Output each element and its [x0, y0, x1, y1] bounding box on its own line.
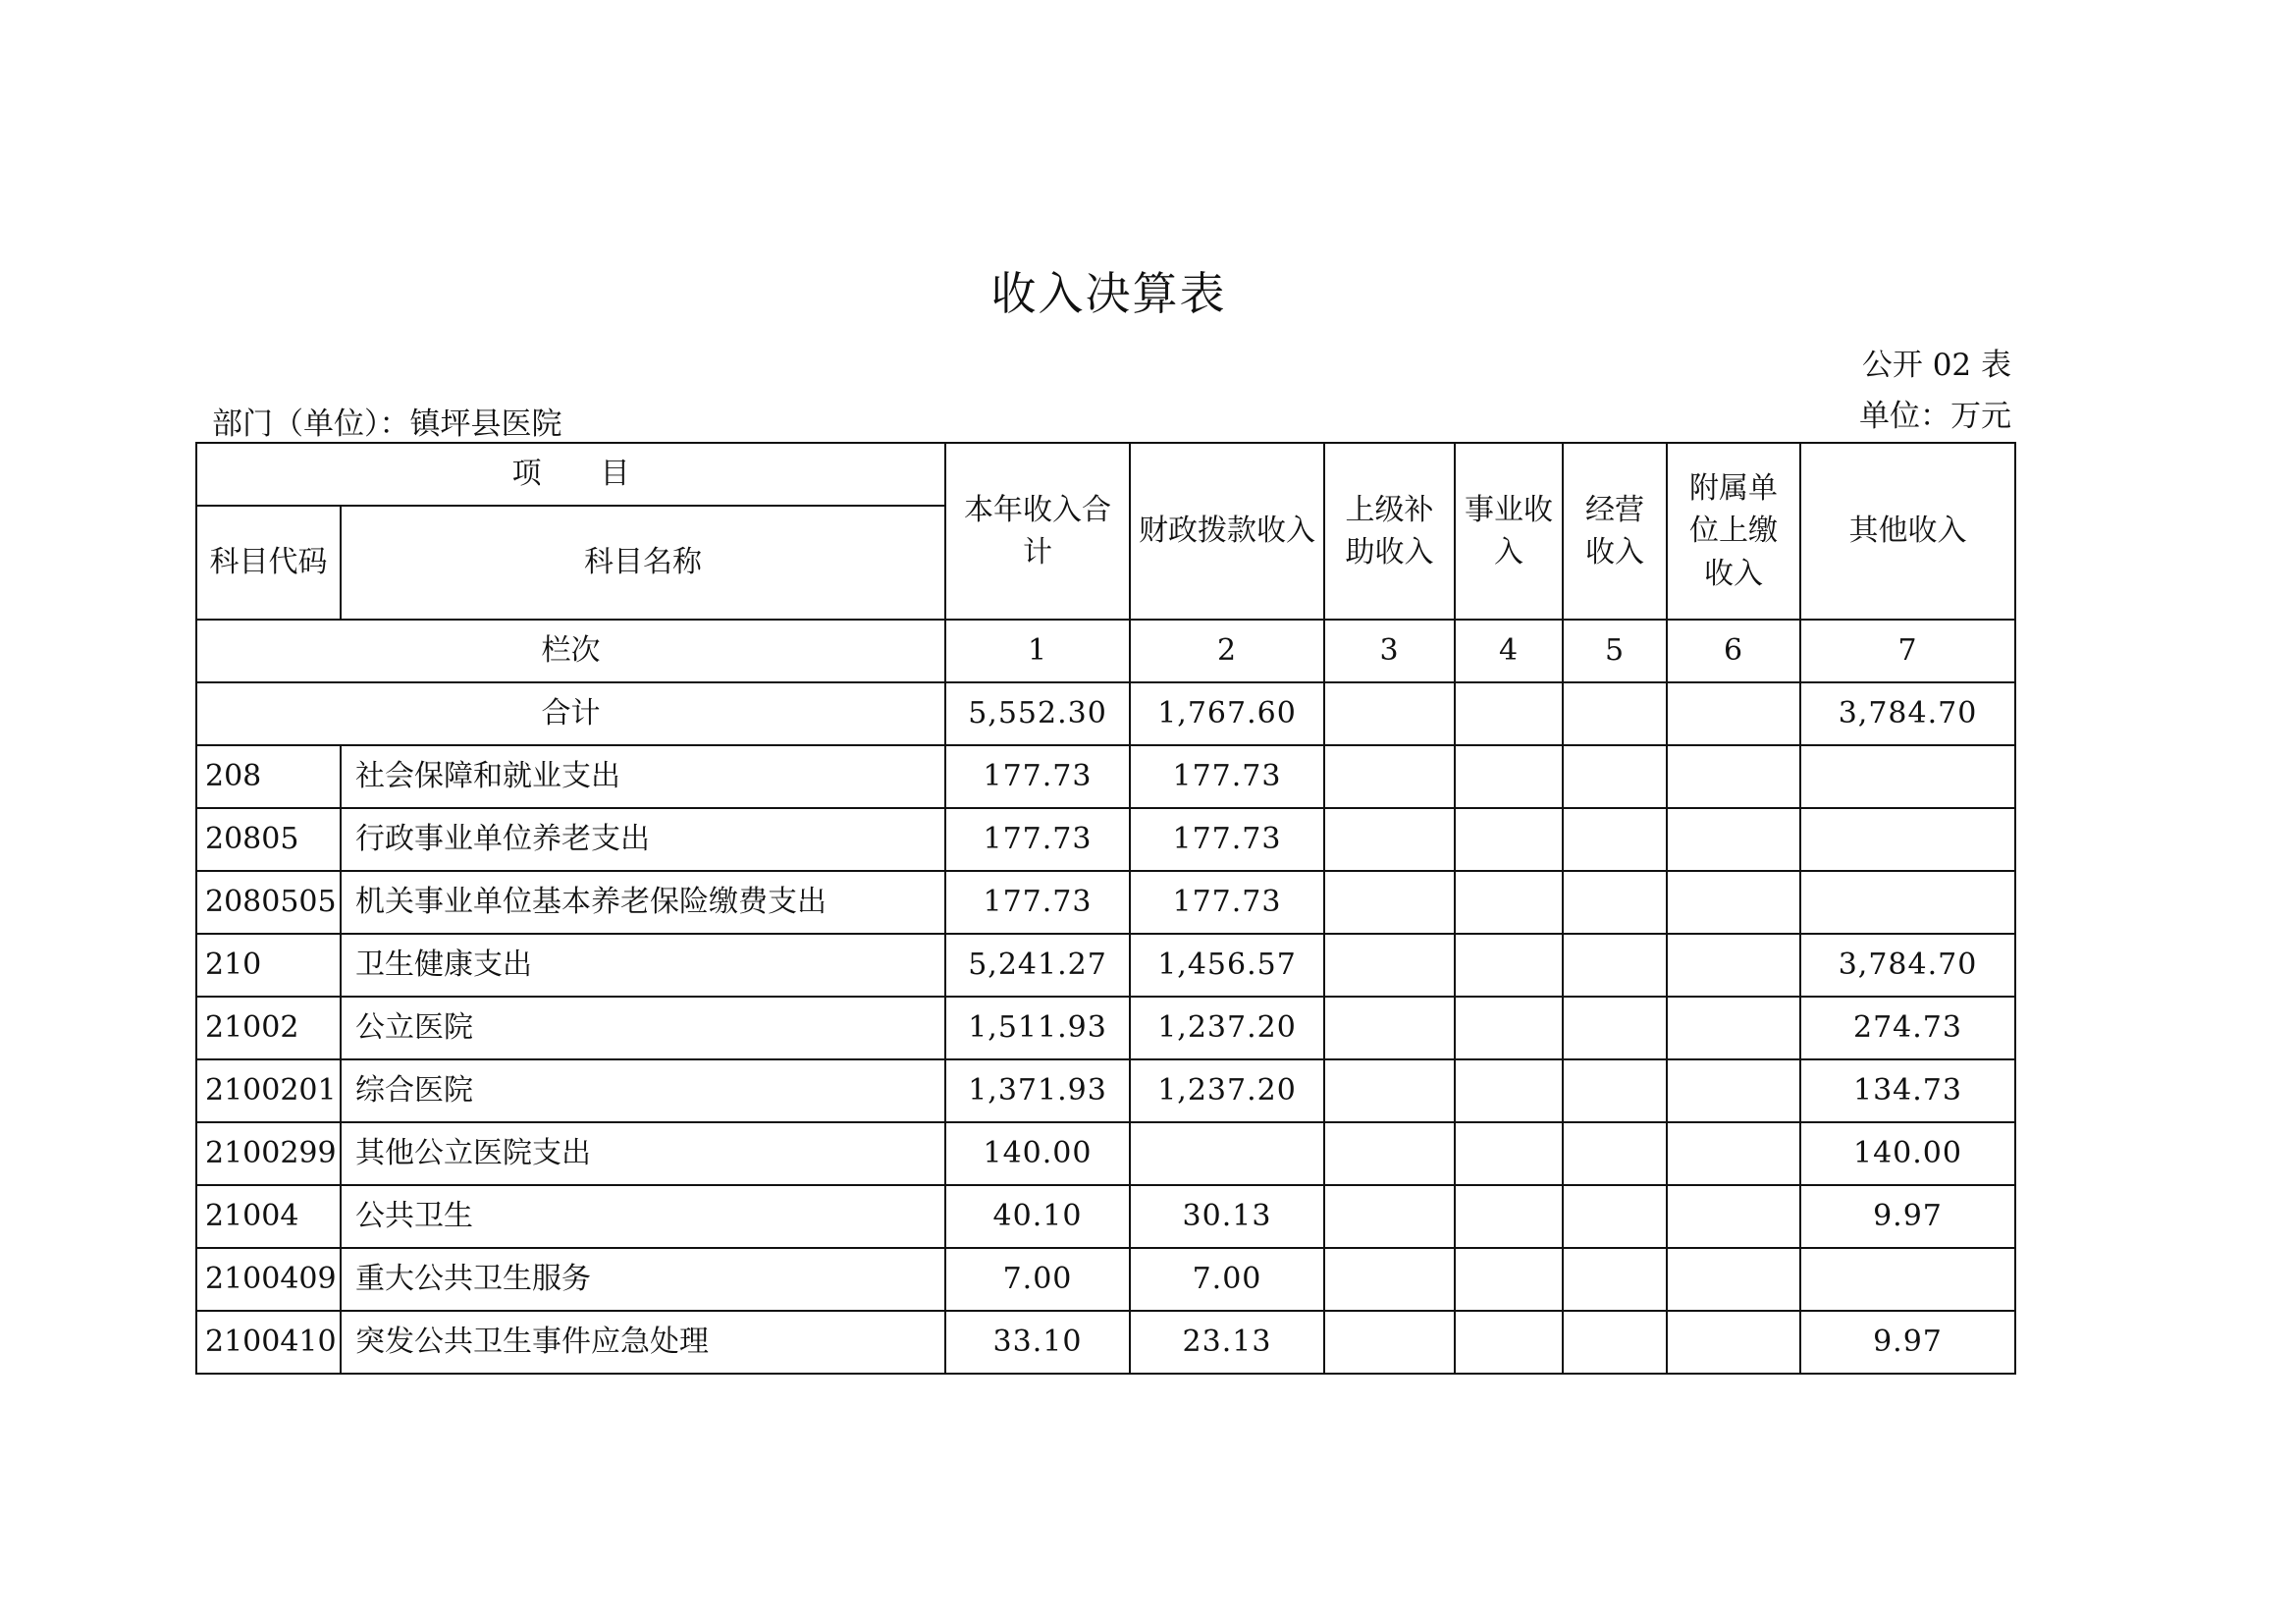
total-label: 合计	[196, 682, 945, 745]
value-cell	[1455, 1122, 1563, 1185]
subject-name: 综合医院	[341, 1059, 945, 1122]
column-index: 3	[1324, 620, 1455, 682]
subject-name: 重大公共卫生服务	[341, 1248, 945, 1311]
table-row	[196, 1059, 2015, 1122]
value-cell	[1455, 1311, 1563, 1374]
value-cell: 23.13	[1130, 1311, 1324, 1374]
unit-label: 单位：万元	[1859, 399, 2011, 434]
table-row	[196, 997, 2015, 1059]
subject-name: 行政事业单位养老支出	[341, 808, 945, 871]
income-table	[195, 442, 2016, 1375]
value-cell: 33.10	[945, 1311, 1130, 1374]
header-col-3: 上级补助收入	[1324, 443, 1455, 620]
value-cell	[1800, 1248, 2015, 1311]
value-cell	[1324, 1248, 1455, 1311]
subject-name: 卫生健康支出	[341, 934, 945, 997]
subject-code: 210	[196, 934, 341, 997]
value-cell	[1667, 871, 1800, 934]
subject-name: 其他公立医院支出	[341, 1122, 945, 1185]
value-cell: 140.00	[945, 1122, 1130, 1185]
value-cell	[1800, 871, 2015, 934]
value-cell	[1667, 997, 1800, 1059]
value-cell	[1667, 1185, 1800, 1248]
subject-code: 21004	[196, 1185, 341, 1248]
value-cell	[1324, 1122, 1455, 1185]
value-cell: 1,371.93	[945, 1059, 1130, 1122]
header-col-1: 本年收入合计	[945, 443, 1130, 620]
table-row	[196, 934, 2015, 997]
value-cell	[1455, 934, 1563, 997]
value-cell	[1324, 934, 1455, 997]
value-cell	[1324, 1059, 1455, 1122]
value-cell	[1324, 1185, 1455, 1248]
value-cell	[1667, 1311, 1800, 1374]
value-cell	[1455, 1059, 1563, 1122]
page-title: 收入决算表	[990, 267, 1227, 320]
value-cell	[1563, 997, 1667, 1059]
value-cell	[1455, 745, 1563, 808]
column-index: 2	[1130, 620, 1324, 682]
column-index: 7	[1800, 620, 2015, 682]
column-index: 6	[1667, 620, 1800, 682]
table-row	[196, 1185, 2015, 1248]
value-cell	[1563, 745, 1667, 808]
subject-code: 2080505	[196, 871, 341, 934]
header-col-5: 经营收入	[1563, 443, 1667, 620]
column-index: 1	[945, 620, 1130, 682]
value-cell	[1667, 808, 1800, 871]
total-cell: 1,767.60	[1130, 682, 1324, 745]
subject-name: 机关事业单位基本养老保险缴费支出	[341, 871, 945, 934]
value-cell	[1324, 997, 1455, 1059]
value-cell	[1563, 934, 1667, 997]
subject-name: 社会保障和就业支出	[341, 745, 945, 808]
value-cell	[1800, 808, 2015, 871]
subject-name: 公共卫生	[341, 1185, 945, 1248]
total-cell: 3,784.70	[1800, 682, 2015, 745]
table-row	[196, 808, 2015, 871]
header-code: 科目代码	[196, 506, 341, 620]
value-cell	[1667, 934, 1800, 997]
subject-code: 20805	[196, 808, 341, 871]
value-cell: 1,237.20	[1130, 997, 1324, 1059]
subject-name: 公立医院	[341, 997, 945, 1059]
table-row	[196, 1122, 2015, 1185]
subject-code: 2100409	[196, 1248, 341, 1311]
column-index: 5	[1563, 620, 1667, 682]
value-cell: 9.97	[1800, 1185, 2015, 1248]
value-cell: 177.73	[945, 871, 1130, 934]
total-cell	[1455, 682, 1563, 745]
value-cell: 7.00	[945, 1248, 1130, 1311]
subject-code: 21002	[196, 997, 341, 1059]
total-cell	[1667, 682, 1800, 745]
total-cell	[1324, 682, 1455, 745]
column-index: 4	[1455, 620, 1563, 682]
value-cell: 5,241.27	[945, 934, 1130, 997]
value-cell	[1563, 808, 1667, 871]
value-cell: 177.73	[945, 745, 1130, 808]
value-cell	[1455, 871, 1563, 934]
value-cell: 177.73	[1130, 745, 1324, 808]
value-cell	[1455, 1185, 1563, 1248]
value-cell	[1324, 745, 1455, 808]
value-cell: 177.73	[1130, 871, 1324, 934]
total-row	[196, 682, 2015, 745]
value-cell: 1,511.93	[945, 997, 1130, 1059]
value-cell	[1667, 745, 1800, 808]
header-col-2: 财政拨款收入	[1130, 443, 1324, 620]
subject-code: 2100201	[196, 1059, 341, 1122]
column-index-label: 栏次	[196, 620, 945, 682]
value-cell	[1563, 1059, 1667, 1122]
table-row	[196, 1311, 2015, 1374]
value-cell	[1563, 871, 1667, 934]
value-cell: 1,237.20	[1130, 1059, 1324, 1122]
value-cell: 177.73	[945, 808, 1130, 871]
value-cell	[1563, 1311, 1667, 1374]
value-cell	[1324, 808, 1455, 871]
value-cell: 140.00	[1800, 1122, 2015, 1185]
subject-name: 突发公共卫生事件应急处理	[341, 1311, 945, 1374]
value-cell	[1455, 1248, 1563, 1311]
table-row	[196, 1248, 2015, 1311]
value-cell	[1130, 1122, 1324, 1185]
value-cell: 3,784.70	[1800, 934, 2015, 997]
table-row	[196, 871, 2015, 934]
header-col-6: 附属单位上缴收入	[1667, 443, 1800, 620]
value-cell: 177.73	[1130, 808, 1324, 871]
subject-code: 2100410	[196, 1311, 341, 1374]
value-cell	[1667, 1122, 1800, 1185]
value-cell	[1563, 1185, 1667, 1248]
header-item-group: 项 目	[196, 443, 945, 506]
total-cell	[1563, 682, 1667, 745]
value-cell: 134.73	[1800, 1059, 2015, 1122]
header-col-7: 其他收入	[1800, 443, 2015, 620]
value-cell	[1455, 997, 1563, 1059]
header-name: 科目名称	[341, 506, 945, 620]
form-number: 公开 02 表	[1861, 348, 2011, 383]
value-cell: 1,456.57	[1130, 934, 1324, 997]
value-cell	[1563, 1248, 1667, 1311]
value-cell	[1800, 745, 2015, 808]
table-row	[196, 745, 2015, 808]
value-cell	[1324, 871, 1455, 934]
subject-code: 208	[196, 745, 341, 808]
total-cell: 5,552.30	[945, 682, 1130, 745]
value-cell: 274.73	[1800, 997, 2015, 1059]
value-cell	[1324, 1311, 1455, 1374]
value-cell: 30.13	[1130, 1185, 1324, 1248]
value-cell	[1667, 1059, 1800, 1122]
header-col-4: 事业收入	[1455, 443, 1563, 620]
value-cell	[1563, 1122, 1667, 1185]
value-cell	[1667, 1248, 1800, 1311]
value-cell: 9.97	[1800, 1311, 2015, 1374]
subject-code: 2100299	[196, 1122, 341, 1185]
department-label: 部门（单位）：镇坪县医院	[212, 406, 562, 442]
value-cell: 7.00	[1130, 1248, 1324, 1311]
value-cell	[1455, 808, 1563, 871]
value-cell: 40.10	[945, 1185, 1130, 1248]
